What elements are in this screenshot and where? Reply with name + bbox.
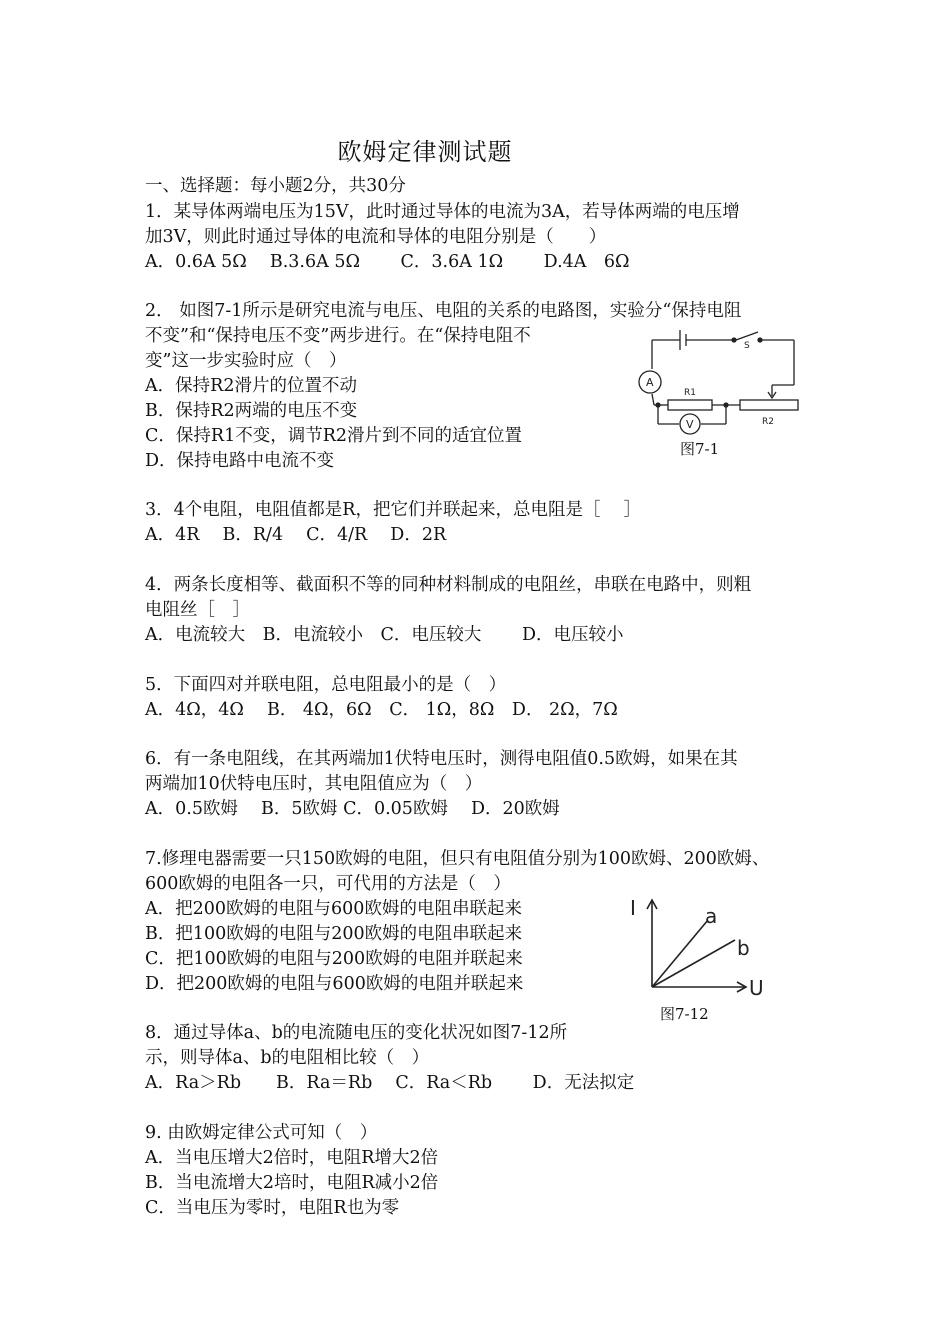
switch-label: S [744, 341, 750, 351]
text-line: 7.修理电器需要一只150欧姆的电阻，但只有电阻值分别为100欧姆、200欧姆、 [145, 849, 770, 869]
text-line: D．保持电路中电流不变 [145, 451, 335, 471]
r1-label: R1 [684, 388, 696, 398]
text-line: A．Ra＞Rb B．Ra＝Rb C．Ra＜Rb D．无法拟定 [145, 1073, 635, 1093]
iu-graph [625, 895, 775, 1005]
text-line: A．4Ω，4Ω B． 4Ω，6Ω C． 1Ω，8Ω D． 2Ω，7Ω [145, 700, 618, 720]
i-axis-label: I [630, 896, 636, 920]
text-line: 3．4个电阻，电阻值都是R，把它们并联起来，总电阻是［ ］ [145, 500, 642, 520]
text-line: B．当电流增大2培时，电阻R减小2倍 [145, 1173, 439, 1193]
text-line: 600欧姆的电阻各一只，可代用的方法是（ ） [145, 874, 511, 894]
text-line: 6．有一条电阻线，在其两端加1伏特电压时，测得电阻值0.5欧姆，如果在其 [145, 749, 738, 769]
text-line: C．保持R1不变，调节R2滑片到不同的适宜位置 [145, 426, 523, 446]
text-line: 5．下面四对并联电阻，总电阻最小的是（ ） [145, 675, 507, 695]
text-line: 加3V，则此时通过导体的电流和导体的电阻分别是（ ） [145, 227, 607, 247]
text-line: B．保持R2两端的电压不变 [145, 401, 358, 421]
text-line: A．保持R2滑片的位置不动 [145, 376, 357, 396]
text-line: 示，则导体a、b的电阻相比较（ ） [145, 1048, 430, 1068]
text-line: B．把100欧姆的电阻与200欧姆的电阻串联起来 [145, 924, 523, 944]
text-line: 8．通过导体a、b的电流随电压的变化状况如图7-12所 [145, 1023, 568, 1043]
text-line: C．当电压为零时，电阻R也为零 [145, 1198, 400, 1218]
text-line: D．把200欧姆的电阻与600欧姆的电阻并联起来 [145, 974, 524, 994]
text-line: A．把200欧姆的电阻与600欧姆的电阻串联起来 [145, 899, 522, 919]
r2-rheostat [740, 400, 798, 410]
figure-7-12-caption: 图7-12 [660, 1005, 709, 1023]
text-line: A．0.5欧姆 B．5欧姆 C．0.05欧姆 D．20欧姆 [145, 799, 560, 819]
line-a-label: a [705, 904, 718, 928]
figure-7-1-caption: 图7-1 [680, 440, 720, 458]
u-axis-label: U [749, 976, 764, 1000]
page-title: 欧姆定律测试题 [337, 138, 513, 166]
text-line: 2． 如图7-1所示是研究电流与电压、电阻的关系的电路图，实验分“保持电阻 [145, 301, 742, 321]
switch-blade [736, 332, 758, 340]
r1-resistor [668, 400, 712, 410]
text-line: A．电流较大 B．电流较小 C．电压较大 D．电压较小 [145, 625, 624, 645]
r2-label: R2 [762, 417, 774, 427]
text-line: 不变”和“保持电压不变”两步进行。在“保持电阻不 [145, 326, 531, 346]
text-line: 变”这一步实验时应（ ） [145, 351, 347, 371]
line-b [652, 940, 735, 987]
text-line: 9. 由欧姆定律公式可知（ ） [145, 1123, 378, 1143]
text-line: C．把100欧姆的电阻与200欧姆的电阻并联起来 [145, 949, 523, 969]
text-line: 4．两条长度相等、截面积不等的同种材料制成的电阻丝，串联在电路中，则粗 [145, 575, 752, 595]
text-line: A．当电压增大2倍时，电阻R增大2倍 [145, 1148, 439, 1168]
text-line: A．4R B．R/4 C．4/R D．2R [145, 525, 447, 545]
text-line: 一、选择题：每小题2分，共30分 [145, 176, 406, 196]
line-b-label: b [737, 936, 750, 960]
text-line: 电阻丝［ ］ [145, 600, 250, 620]
text-line: 1．某导体两端电压为15V，此时通过导体的电流为3A，若导体两端的电压增 [145, 202, 740, 222]
circuit-diagram [632, 322, 807, 442]
line-a [652, 920, 708, 987]
ammeter-label: A [646, 376, 654, 389]
text-line: A．0.6A 5Ω B.3.6A 5Ω C．3.6A 1Ω D.4A 6Ω [145, 252, 630, 272]
text-line: 两端加10伏特电压时，其电阻值应为（ ） [145, 774, 483, 794]
voltmeter-label: V [686, 418, 694, 431]
